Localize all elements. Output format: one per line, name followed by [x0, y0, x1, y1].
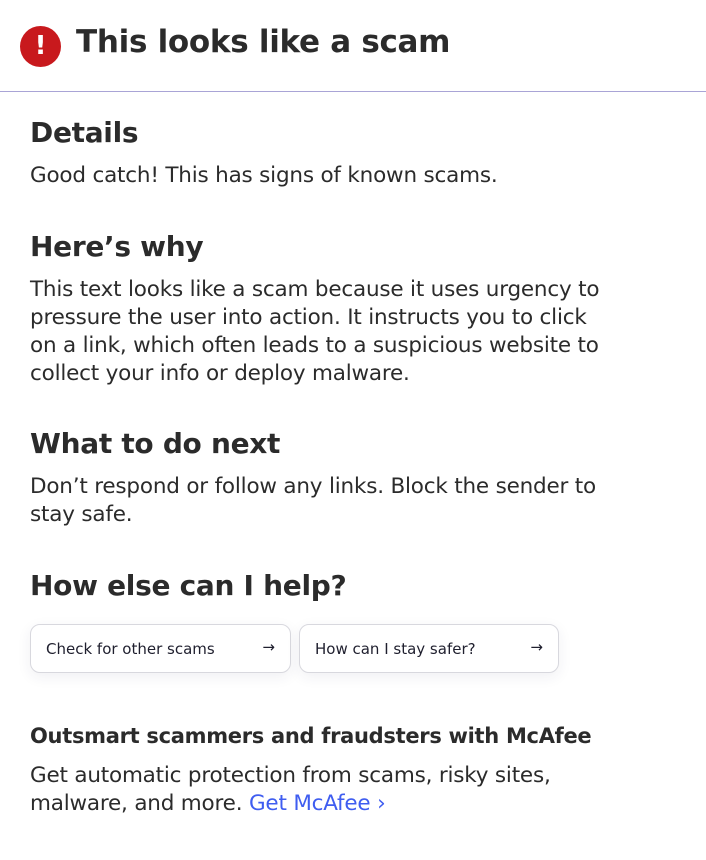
button-label: How can I stay safer? — [315, 640, 476, 658]
get-mcafee-link[interactable]: Get McAfee › — [248, 791, 386, 816]
text-line: on a link, which often leads to a suspicious website to — [30, 333, 599, 358]
next-text — [30, 473, 596, 529]
why-heading: Here’s why — [30, 230, 204, 263]
text-span: malware, and more. — [30, 791, 243, 816]
arrow-right-icon: → — [262, 638, 275, 656]
stay-safer-button[interactable] — [299, 624, 559, 673]
text-line: Get automatic protection from scams, risky sites, — [30, 763, 551, 788]
text-line: collect your info or deploy malware. — [30, 361, 410, 386]
promo-heading: Outsmart scammers and fraudsters with McAfee — [30, 724, 592, 748]
text-line — [30, 790, 551, 818]
text-line: pressure the user into action. It instructs you to click — [30, 305, 587, 330]
text-line: Good catch! This has signs of known scams. — [30, 163, 498, 188]
text-line: stay safe. — [30, 502, 133, 527]
page-title: This looks like a scam — [76, 24, 451, 60]
details-text — [30, 162, 497, 190]
help-heading: How else can I help? — [30, 569, 347, 602]
arrow-right-icon: → — [530, 638, 543, 656]
why-text — [30, 276, 599, 388]
text-line: Don’t respond or follow any links. Block the sender to — [30, 474, 596, 499]
next-heading: What to do next — [30, 427, 281, 460]
text-line: This text looks like a scam because it uses urgency to — [30, 277, 600, 302]
button-label: Check for other scams — [46, 640, 215, 658]
exclamation-icon: ! — [20, 26, 61, 67]
header — [0, 0, 706, 92]
details-heading: Details — [30, 116, 139, 149]
check-other-scams-button[interactable] — [30, 624, 291, 673]
promo-text — [30, 762, 551, 818]
